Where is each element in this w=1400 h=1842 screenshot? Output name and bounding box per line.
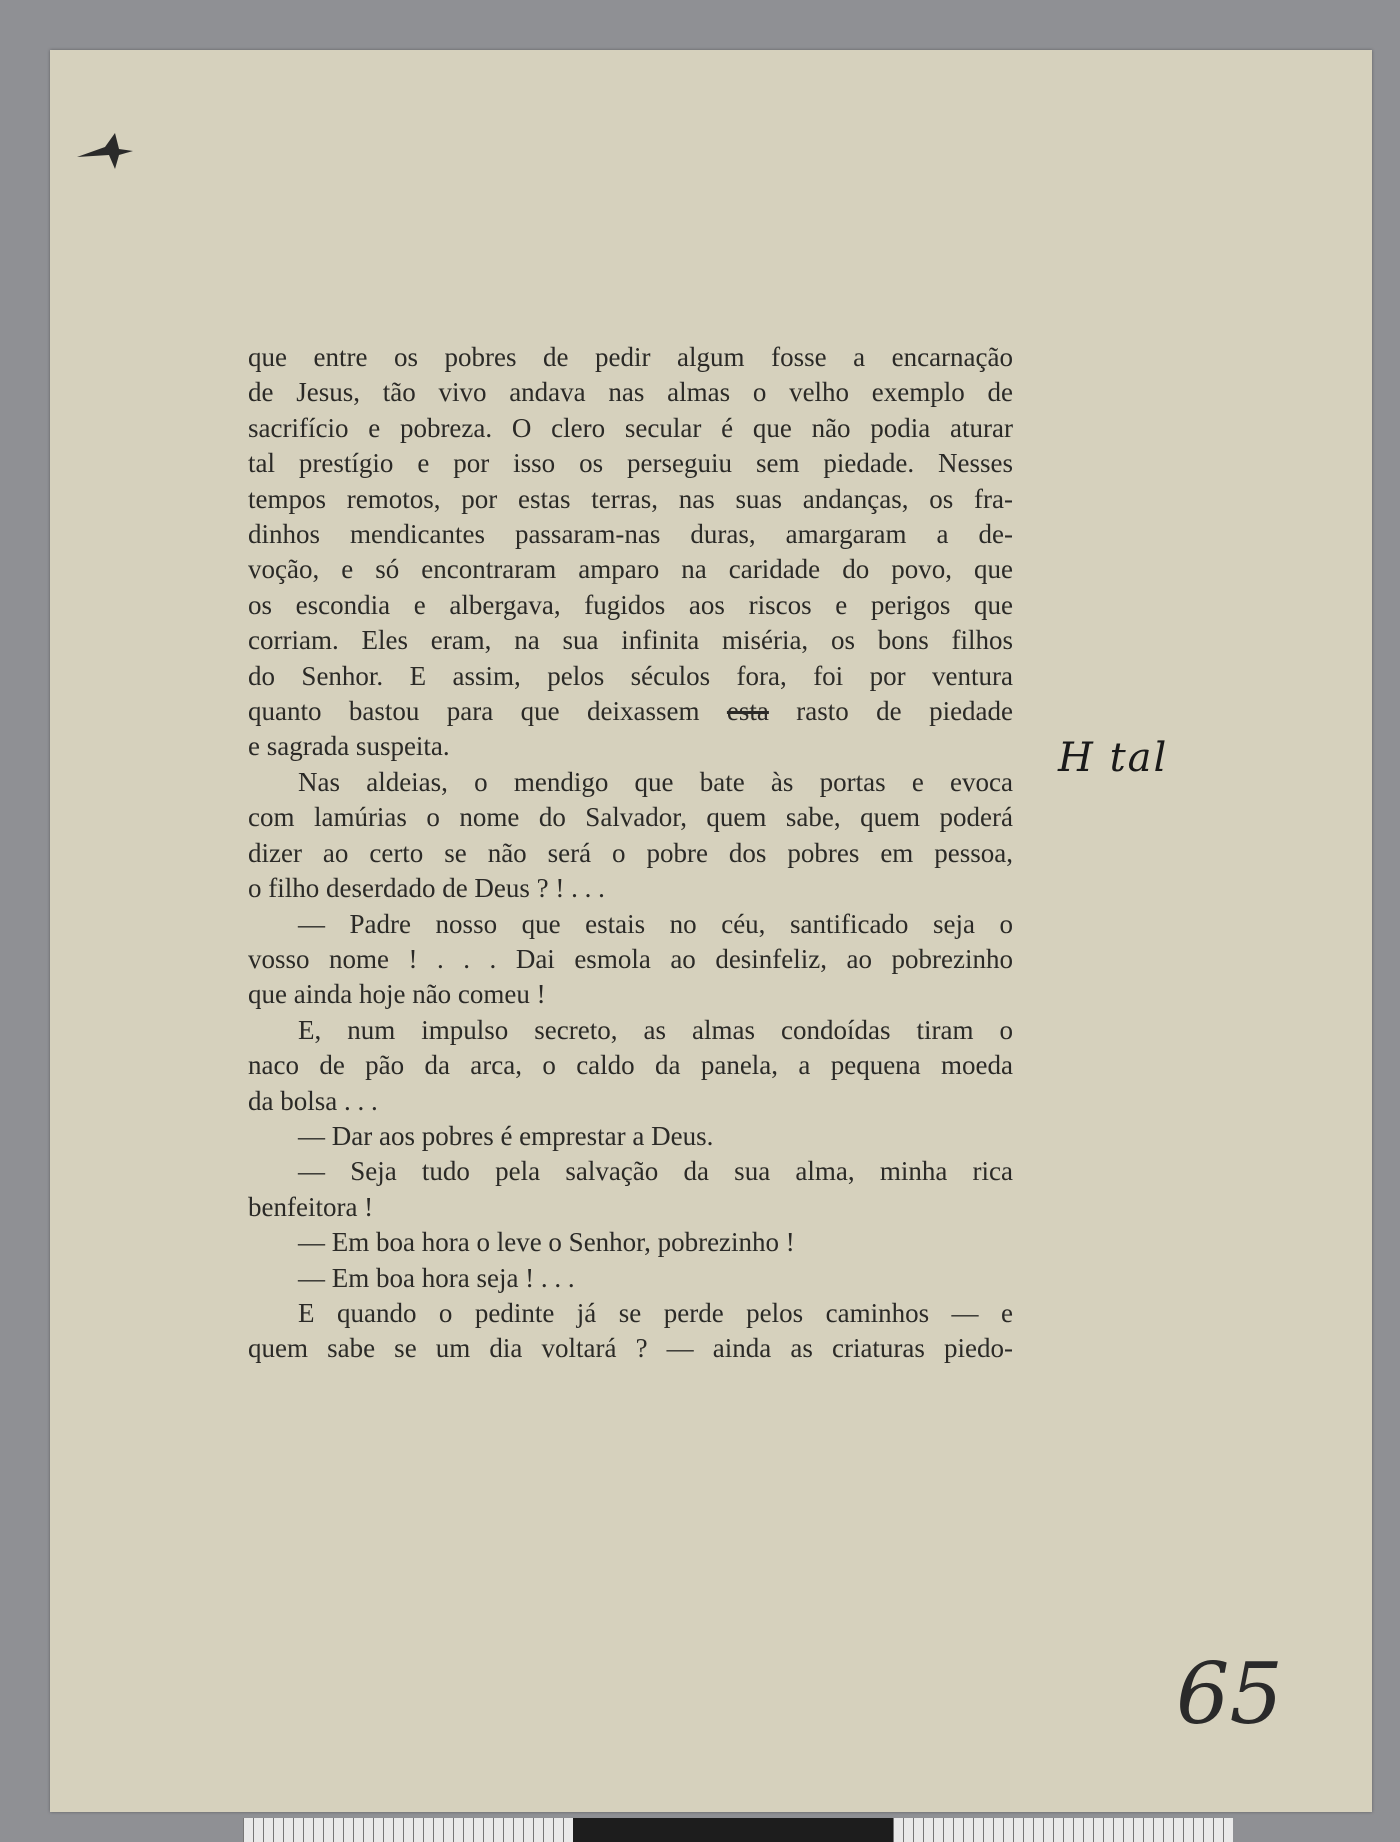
text-line: dinhos mendicantes passaram-nas duras, amargaram a de- xyxy=(248,519,1013,550)
text-line: do Senhor. E assim, pelos séculos fora, foi por ventura xyxy=(248,660,1013,691)
text-line: — Dar aos pobres é emprestar a Deus. xyxy=(298,1120,714,1151)
text-line: — Seja tudo pela salvação da sua alma, minha rica xyxy=(298,1156,1013,1187)
text-line: que ainda hoje não comeu ! xyxy=(248,979,546,1010)
text-line: dizer ao certo se não será o pobre dos pobres em pessoa, xyxy=(248,837,1013,868)
text-line: de Jesus, tão vivo andava nas almas o velho exemplo de xyxy=(248,377,1013,408)
text-fragment: quanto bastou para que deixassem xyxy=(248,696,700,727)
text-line-with-correction xyxy=(248,694,1013,729)
text-line: e sagrada suspeita. xyxy=(248,731,450,762)
text-line: o filho deserdado de Deus ? ! . . . xyxy=(248,873,605,904)
text-line: Nas aldeias, o mendigo que bate às portas e evoca xyxy=(298,766,1013,797)
scale-ruler xyxy=(243,1818,1233,1842)
text-line: tempos remotos, por estas terras, nas suas andanças, os fra- xyxy=(248,483,1013,514)
text-fragment: rasto de piedade xyxy=(796,696,1014,727)
text-line: que entre os pobres de pedir algum fosse a encarnação xyxy=(248,342,1013,372)
text-line: — Em boa hora seja ! . . . xyxy=(298,1262,575,1293)
text-line: E quando o pedinte já se perde pelos caminhos — e xyxy=(298,1297,1013,1328)
text-line: — Padre nosso que estais no céu, santificado seja o xyxy=(298,908,1013,939)
text-line: os escondia e albergava, fugidos aos riscos e perigos que xyxy=(248,589,1013,620)
text-line: com lamúrias o nome do Salvador, quem sabe, quem poderá xyxy=(248,802,1013,833)
ink-splatter-mark xyxy=(75,125,135,175)
handwritten-page-number: 65 xyxy=(1176,1645,1283,1743)
text-line: — Em boa hora o leve o Senhor, pobrezinho ! xyxy=(298,1227,795,1258)
text-line: sacrifício e pobreza. O clero secular é que não podia aturar xyxy=(248,412,1013,443)
text-line: quem sabe se um dia voltará ? — ainda as criaturas piedo- xyxy=(248,1333,1013,1364)
text-line: naco de pão da arca, o caldo da panela, a pequena moeda xyxy=(248,1050,1013,1081)
text-line: corriam. Eles eram, na sua infinita miséria, os bons filhos xyxy=(248,625,1013,656)
handwritten-margin-note: H tal xyxy=(1058,735,1169,781)
text-line: vosso nome ! . . . Dai esmola ao desinfeliz, ao pobrezinho xyxy=(248,943,1013,974)
text-line: voção, e só encontraram amparo na caridade do povo, que xyxy=(248,554,1013,585)
ruler-segment xyxy=(573,1818,893,1842)
text-line: E, num impulso secreto, as almas condoídas tiram o xyxy=(298,1014,1013,1045)
ruler-segment xyxy=(243,1818,573,1842)
body-text xyxy=(248,340,1013,1367)
text-line: tal prestígio e por isso os perseguiu sem piedade. Nesses xyxy=(248,448,1013,479)
struck-word: esta xyxy=(726,696,769,727)
text-line: da bolsa . . . xyxy=(248,1085,378,1116)
text-line: benfeitora ! xyxy=(248,1191,374,1222)
ruler-segment xyxy=(893,1818,1233,1842)
